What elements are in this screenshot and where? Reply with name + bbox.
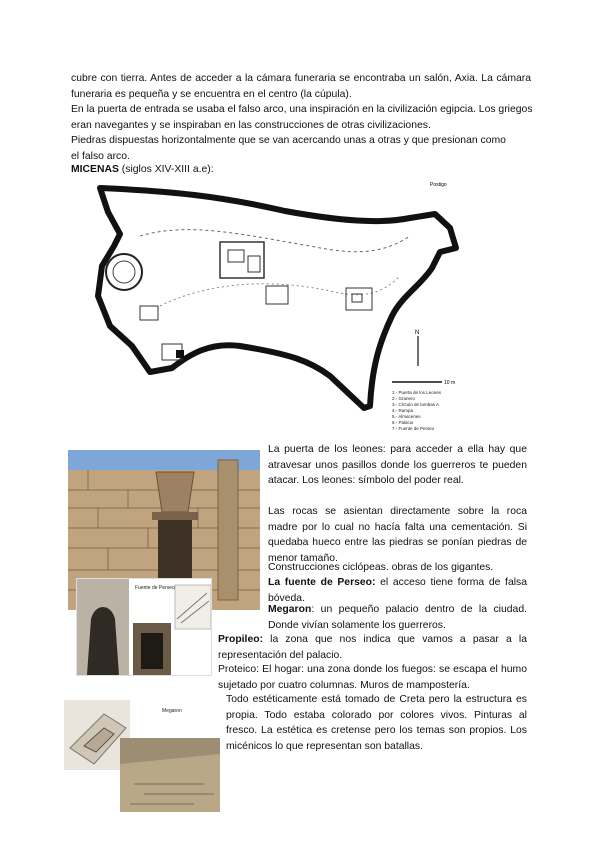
fuente-perseo-images bbox=[76, 578, 212, 676]
grave-circle bbox=[106, 254, 142, 290]
legend-item: 1.- Puerta de los Leones bbox=[392, 390, 442, 395]
fuente-definition: el acceso tiene forma de falsa bóveda. bbox=[268, 577, 528, 604]
paragraph-falso-arco: En la puerta de entrada se usaba el falso arco, una inspiración en la civilización egipcia. Los griegos eran navegantes y se inspiraban en las construcciones de otras civilizaciones. bbox=[71, 104, 533, 131]
heading-bold: MICENAS bbox=[71, 164, 119, 175]
megaron-drawing bbox=[64, 694, 220, 812]
east-room bbox=[352, 294, 362, 302]
paragraph-puerta-leones: La puerta de los leones: para acceder a ella hay que atravesar unos pasillos donde los guerreros te pueden atacar. Los leones: símbolo del poder real. bbox=[268, 444, 527, 486]
paragraph-proteico: Proteico: El hogar: una zona donde los fuegos: se escapa el humo sujetado por cuatro columnas. Muros de mampostería. bbox=[218, 664, 527, 691]
mycenae-site-plan bbox=[80, 176, 472, 436]
fuente-caption: Fuente de Perseo bbox=[135, 585, 175, 591]
legend-item: 4.- Rampa bbox=[392, 408, 414, 413]
palace-room bbox=[228, 250, 244, 262]
fortification-wall bbox=[98, 188, 456, 408]
megaron-caption: Megaron bbox=[162, 708, 182, 714]
paragraph-megaron bbox=[268, 602, 527, 633]
paragraph-ciclopeas: Construcciones ciclópeas. obras de los gigantes. bbox=[268, 562, 494, 573]
fuente-drawing bbox=[77, 579, 211, 675]
legend-item: 7.- Fuente de Perseo bbox=[392, 426, 435, 431]
house bbox=[140, 306, 158, 320]
megaron-definition: : un pequeño palacio dentro de la ciudad. Donde vivían solamente los guerreros. bbox=[268, 604, 527, 631]
legend-item: 2.- Granero bbox=[392, 396, 416, 401]
legend-item: 5.- Almacenes bbox=[392, 414, 421, 419]
paragraph-camara: cubre con tierra. Antes de acceder a la cámara funeraria se encontraba un salón, Axia. La cámara funeraria es pequeña y se encuentra en el centro (la cúpula). bbox=[71, 73, 531, 100]
megaron-term: Megaron bbox=[268, 604, 312, 615]
paragraph-rocas: Las rocas se asientan directamente sobre la roca madre por lo cual no hacía falta una cementación. Si quedaba hueco entre las piedras se ponían piedras de menor tamaño. bbox=[268, 506, 527, 564]
fuente-term: La fuente de Perseo: bbox=[268, 577, 376, 588]
palace-block bbox=[220, 242, 264, 278]
grave-circle-inner bbox=[113, 261, 135, 283]
lion-gate-marker bbox=[176, 350, 184, 358]
postern-label: Postigo bbox=[430, 182, 447, 188]
north-label: N bbox=[415, 330, 420, 336]
terrace-line bbox=[160, 276, 400, 306]
heading-rest: (siglos XIV-XIII a.e): bbox=[118, 164, 214, 175]
palace-room bbox=[248, 256, 260, 272]
scale-label: 10 m bbox=[444, 380, 456, 386]
propileo-definition: la zona que nos indica que vamos a pasar a la representación del palacio. bbox=[218, 634, 527, 661]
megaron-images bbox=[64, 694, 220, 812]
paragraph-piedras: Piedras dispuestas horizontalmente que se van acercando unas a otras y que presionan como el falso arco. bbox=[71, 135, 506, 162]
terrace-line bbox=[140, 230, 410, 252]
plan-legend bbox=[392, 390, 442, 431]
east-building bbox=[346, 288, 372, 310]
legend-item: 6.- Palacio bbox=[392, 420, 414, 425]
propileo-term: Propileo: bbox=[218, 634, 264, 645]
paragraph-estetica: Todo estéticamente está tomado de Creta pero la estructura es propia. Todo estaba colorado por colores vivos. Pinturas al fresco. La estética es cretense pero los temas son propios. Los micénicos lo que representan son batallas. bbox=[226, 694, 527, 752]
paragraph-propileo bbox=[218, 632, 527, 663]
legend-item: 3.- Círculo de tumbas A bbox=[392, 402, 440, 407]
palace-room bbox=[266, 286, 288, 304]
site-plan-drawing bbox=[80, 176, 472, 436]
